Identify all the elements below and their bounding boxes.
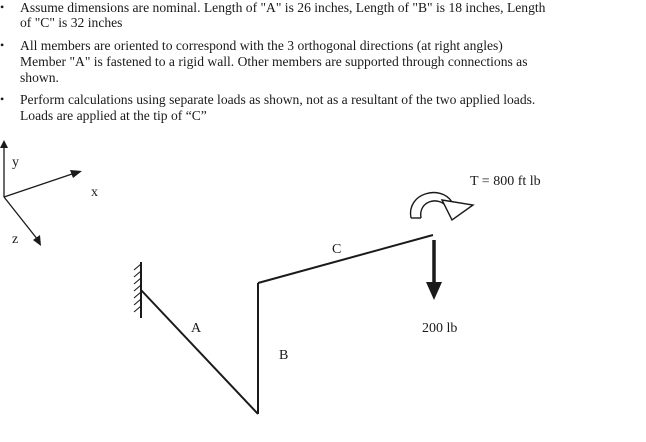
note-3-line-2: Loads are applied at the tip of “C” [20,108,207,123]
y-axis-arrowhead [0,140,8,148]
bullet-3: • [0,92,5,106]
note-2-line-3: shown. [20,70,59,85]
torque-arrowhead [442,200,473,220]
z-axis-label: z [12,232,19,247]
force-label: 200 lb [422,321,458,336]
wall-hatching [134,264,141,312]
rigid-wall [134,262,141,318]
note-1-line-2: of "C" is 32 inches [20,15,123,30]
note-2-line-1: All members are oriented to correspond with the 3 orthogonal directions (at right angles) [20,38,503,53]
member-c [258,235,433,283]
force-arrowhead [426,282,442,300]
coordinate-axes [0,140,98,247]
x-axis-label: x [91,185,98,200]
member-a [141,290,258,414]
bullet-2: • [0,38,5,52]
y-axis-label: y [12,155,19,170]
torque-arc-inner [421,201,446,218]
torque-label: T = 800 ft lb [470,174,541,189]
force-arrow [426,240,442,300]
z-axis-arrowhead [33,235,41,246]
torque-arrow [411,193,473,220]
member-b-label: B [279,348,289,363]
member-a-label: A [191,321,202,336]
members [141,235,433,414]
note-2-line-2: Member "A" is fastened to a rigid wall. Other members are supported through connections as [20,54,528,69]
z-axis-line [4,197,38,240]
x-axis-arrowhead [70,170,82,178]
x-axis-line [4,172,78,197]
member-c-label: C [332,242,342,257]
note-3-line-1: Perform calculations using separate loads as shown, not as a resultant of the two applied loads. [20,92,536,107]
note-1-line-1: Assume dimensions are nominal. Length of "A" is 26 inches, Length of "B" is 18 inches, Length [20,0,546,15]
bullet-1: • [0,0,5,14]
